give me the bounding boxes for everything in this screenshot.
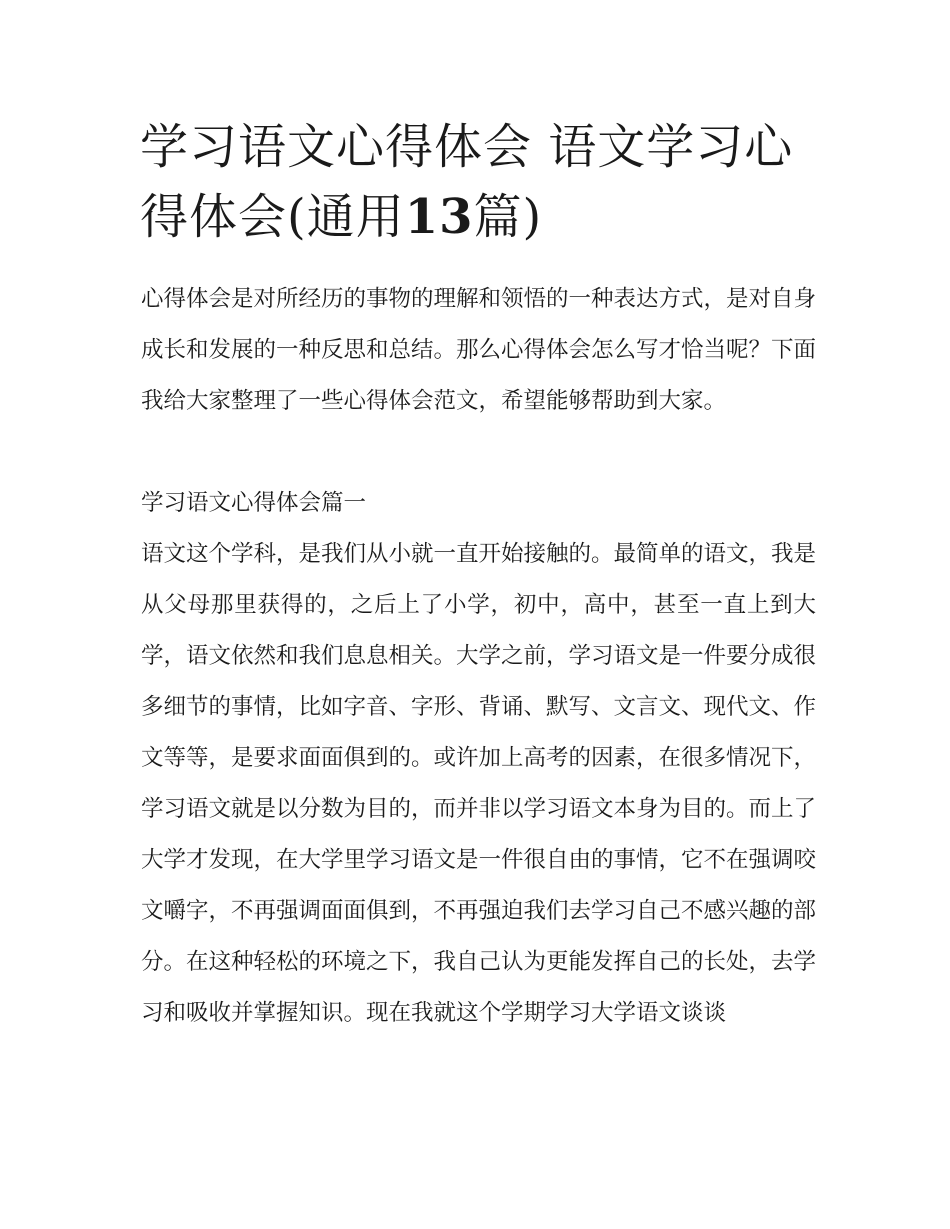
title-text: 学习语文心得体会 语文学习心得体会(通用 [140,119,794,245]
essay-paragraph: 语文这个学科，是我们从小就一直开始接触的。最简单的语文，我是从父母那里获得的，之后上了小学，初中，高中，甚至一直上到大学，语文依然和我们息息相关。大学之前，学习语文是一件要分成很多细节的事情，比如字音、字形、背诵、默写、文言文、现代文、作文等等，是要求面面俱到的。或许加上高考的因素，在很多情况下，学习语文就是以分数为目的，而并非以学习语文本身为目的。而上了大学才发现，在大学里学习语文是一件很自由的事情，它不在强调咬文嚼字，不再强调面面俱到，不再强迫我们去学习自己不感兴趣的部分。在这种轻松的环境之下，我自己认为更能发挥自己的长处，去学习和吸收并掌握知识。现在我就这个学期学习大学语文谈谈 [141,541,817,1026]
intro-paragraph: 心得体会是对所经历的事物的理解和领悟的一种表达方式，是对自身成长和发展的一种反思和总结。那么心得体会怎么写才恰当呢？下面我给大家整理了一些心得体会范文，希望能够帮助到大家。 [141,286,817,414]
title-number: 13 [404,189,474,245]
section-heading: 学习语文心得体会篇一 [141,490,367,516]
document-title [140,112,820,252]
title-suffix: 篇) [473,189,543,245]
